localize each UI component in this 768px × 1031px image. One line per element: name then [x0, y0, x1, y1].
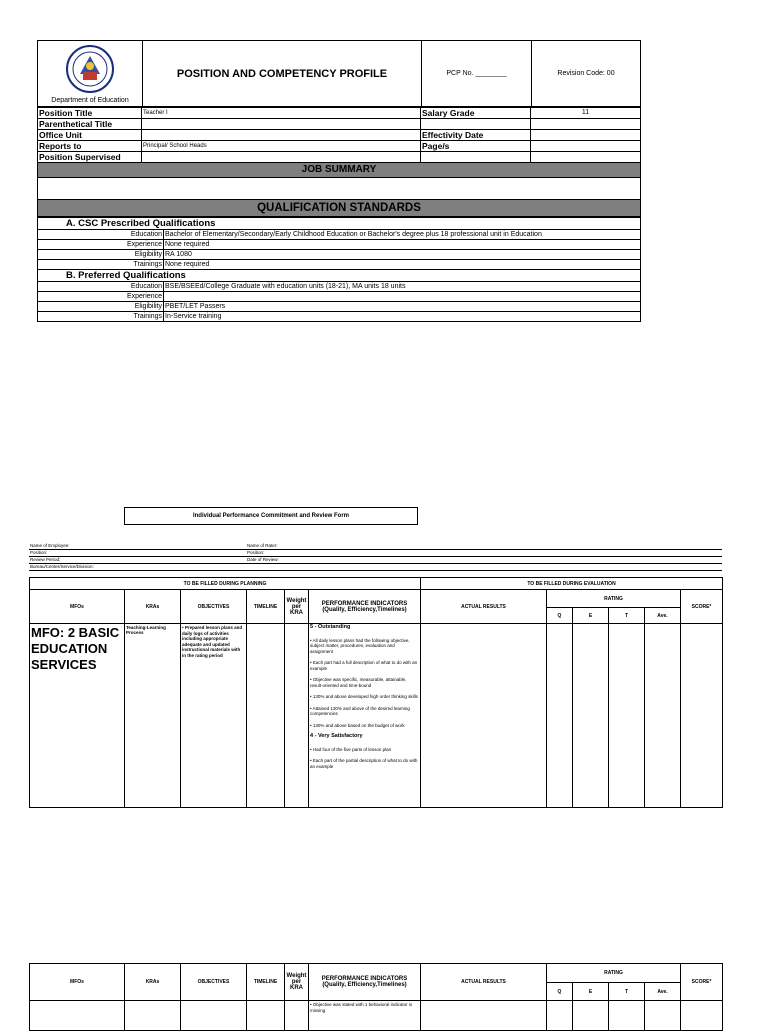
- header-e: E: [573, 608, 609, 624]
- header-actual: ACTUAL RESULTS: [421, 590, 547, 624]
- qualification-value: PBET/LET Passers: [164, 302, 641, 312]
- very-satisfactory-heading: 4 - Very Satisfactory: [310, 733, 363, 739]
- pcp-value2: 11: [531, 108, 641, 119]
- header-score: SCORE*: [681, 964, 723, 1001]
- qualification-row: [38, 302, 641, 312]
- score-cell: [681, 624, 723, 808]
- qualification-value: None required: [164, 260, 641, 270]
- department-label: Department of Education: [51, 97, 129, 104]
- t-cell: [609, 624, 645, 808]
- indicator-item: • Objective was specific, measurable, attainable, result-oriented and time-bound: [310, 677, 407, 688]
- preferred-heading: B. Preferred Qualifications: [38, 270, 641, 282]
- position-competency-profile: [37, 40, 641, 322]
- header-indicators: PERFORMANCE INDICATORS (Quality, Efficiency,Timelines): [309, 590, 421, 624]
- indicator-item: • 130% and above developed high order thinking skills: [310, 694, 418, 699]
- pcp-number: PCP No. ________: [422, 41, 532, 106]
- header-weight: Weight per KRA: [285, 964, 309, 1001]
- indicator-item: • Attained 130% and above of the desired learning competencies: [310, 705, 410, 716]
- pcp-label: Position Title: [38, 108, 142, 119]
- weight-cell: [285, 1001, 309, 1031]
- timeline-cell: [247, 1001, 285, 1031]
- pcp-info-row: [38, 130, 641, 141]
- rater-field-value[interactable]: [312, 550, 722, 557]
- pcp-value: [142, 119, 421, 130]
- header-q: Q: [547, 983, 573, 1001]
- qualification-label: Trainings: [38, 260, 164, 270]
- pcp-label2: Page/s: [421, 141, 531, 152]
- qualification-value: In-Service training: [164, 312, 641, 322]
- pcp-info-table: [37, 107, 641, 163]
- qualification-label: Eligibility: [38, 250, 164, 260]
- kra-cell: Teaching-Learning Process: [125, 624, 181, 808]
- header-t: T: [609, 983, 645, 1001]
- timeline-cell: [247, 624, 285, 808]
- header-objectives: OBJECTIVES: [181, 964, 247, 1001]
- pcp-info-row: [38, 119, 641, 130]
- rater-field-label: Position:: [246, 550, 312, 557]
- pcp-value2: [531, 119, 641, 130]
- header-timeline: TIMELINE: [247, 964, 285, 1001]
- rater-field-value[interactable]: [312, 557, 722, 564]
- q-cell: [547, 624, 573, 808]
- employee-field-row: [29, 550, 722, 557]
- mfo-cell: [30, 1001, 125, 1031]
- header-ave: Ave.: [645, 983, 681, 1001]
- header-mfos: MFOs: [30, 964, 125, 1001]
- indicator-item: • Objective was stated with 1 behavioral indicator is missing: [310, 1002, 413, 1013]
- pcp-info-row: [38, 152, 641, 163]
- weight-cell: [285, 624, 309, 808]
- pcp-header: [37, 40, 641, 107]
- pcp-label: Office Unit: [38, 130, 142, 141]
- rater-field-value[interactable]: [312, 564, 722, 571]
- ave-cell: [645, 624, 681, 808]
- employee-field-label: Name of Employee:: [29, 543, 126, 550]
- ipcrf-table: [29, 577, 723, 808]
- indicators-cell: [309, 1001, 421, 1031]
- qualification-label: Experience: [38, 240, 164, 250]
- pcp-label: Parenthetical Title: [38, 119, 142, 130]
- employee-field-value[interactable]: [126, 557, 246, 564]
- pcp-value: Principal/ School Heads: [142, 141, 421, 152]
- indicator-item: • 130% and above based on the budget of work: [310, 722, 405, 728]
- header-mfos: MFOs: [30, 590, 125, 624]
- actual-results-cell: [421, 1001, 547, 1031]
- mfo-cell: MFO: 2 BASIC EDUCATION SERVICES: [30, 624, 125, 808]
- pcp-info-row: [38, 108, 641, 119]
- qualification-row: [38, 240, 641, 250]
- outstanding-heading: 5 - Outstanding: [310, 624, 351, 630]
- revision-code: Revision Code: 00: [557, 70, 615, 77]
- header-score: SCORE*: [681, 590, 723, 624]
- header-ave: Ave.: [645, 608, 681, 624]
- header-objectives: OBJECTIVES: [181, 590, 247, 624]
- indicator-item: • Had four of the five parts of lesson plan: [310, 746, 392, 752]
- qualification-value: RA 1080: [164, 250, 641, 260]
- qualification-table: [37, 217, 641, 322]
- header-rating: RATING: [547, 590, 681, 608]
- header-weight: Weight per KRA: [285, 590, 309, 624]
- e-cell: [573, 1001, 609, 1031]
- kra-cell: [125, 1001, 181, 1031]
- rater-field-label: Date of Review:: [246, 557, 312, 564]
- qualification-label: Experience: [38, 292, 164, 302]
- pcp-value: [142, 130, 421, 141]
- qualification-row: [38, 230, 641, 240]
- job-summary-body: [37, 178, 641, 200]
- employee-field-value[interactable]: [126, 550, 246, 557]
- qualification-standards-header: QUALIFICATION STANDARDS: [37, 200, 641, 217]
- pcp-label2: Effectivity Date: [421, 130, 531, 141]
- pcp-label: Position Supervised: [38, 152, 142, 163]
- qualification-label: Eligibility: [38, 302, 164, 312]
- employee-field-label: Bureau/Center/Service/Division:: [29, 564, 126, 571]
- header-kras: KRAs: [125, 964, 181, 1001]
- objective-cell: [181, 1001, 247, 1031]
- deped-logo-cell: [38, 41, 143, 106]
- job-summary-header: JOB SUMMARY: [37, 163, 641, 178]
- employee-field-row: [29, 564, 722, 571]
- qualification-row: [38, 292, 641, 302]
- header-rating: RATING: [547, 964, 681, 983]
- indicators-cell: [309, 624, 421, 808]
- csc-heading: A. CSC Prescribed Qualifications: [38, 218, 641, 230]
- objective-cell: • Prepared lesson plans and daily logs of activities including appropriate adequate and updated instructional materials with in the rating period: [181, 624, 247, 808]
- pcp-label2: Salary Grade: [421, 108, 531, 119]
- qualification-row: [38, 282, 641, 292]
- qualification-label: Trainings: [38, 312, 164, 322]
- header-q: Q: [547, 608, 573, 624]
- qualification-value: BSE/BSEEd/College Graduate with education units (18-21), MA units 18 units: [164, 282, 641, 292]
- indicator-item: • Each part had a full description of what to do with an example: [310, 660, 418, 671]
- indicator-item: • Each part of the partial description of what to do with an example: [310, 758, 418, 769]
- pcp-info-row: [38, 141, 641, 152]
- score-cell: [681, 1001, 723, 1031]
- employee-field-label: Position:: [29, 550, 126, 557]
- qualification-row: [38, 312, 641, 322]
- t-cell: [609, 1001, 645, 1031]
- employee-field-value[interactable]: [126, 564, 246, 571]
- ipcrf-table-page2: [29, 963, 723, 1031]
- e-cell: [573, 624, 609, 808]
- qualification-row: [38, 250, 641, 260]
- employee-field-row: [29, 557, 722, 564]
- pcp-value2: [531, 130, 641, 141]
- header-e: E: [573, 983, 609, 1001]
- deped-seal-icon: [65, 44, 115, 94]
- q-cell: [547, 1001, 573, 1031]
- header-indicators: PERFORMANCE INDICATORS (Quality, Efficiency,Timelines): [309, 964, 421, 1001]
- qualification-label: Education: [38, 282, 164, 292]
- pcp-value: Teacher I: [142, 108, 421, 119]
- qualification-value: [164, 292, 641, 302]
- header-actual: ACTUAL RESULTS: [421, 964, 547, 1001]
- planning-label: TO BE FILLED DURING PLANNING: [30, 578, 421, 590]
- header-timeline: TIMELINE: [247, 590, 285, 624]
- evaluation-label: TO BE FILLED DURING EVALUATION: [421, 578, 723, 590]
- indicator-item: • All daily lesson plans had the following objective, subject matter, procedures, evaluation and assignment: [310, 637, 410, 654]
- qualification-label: Education: [38, 230, 164, 240]
- qualification-value: None required: [164, 240, 641, 250]
- pcp-value2: [531, 152, 641, 163]
- page-title: POSITION AND COMPETENCY PROFILE: [143, 41, 422, 106]
- pcp-label2: [421, 119, 531, 130]
- rater-field-label: [246, 564, 312, 571]
- employee-field-label: Review Period:: [29, 557, 126, 564]
- ipcrf-title: Individual Performance Commitment and Review Form: [124, 507, 418, 525]
- header-t: T: [609, 608, 645, 624]
- qualification-value: Bachelor of Elementary/Secondary/Early Childhood Education or Bachelor's degree plus 18 professional unit in Education: [164, 230, 641, 240]
- qualification-row: [38, 260, 641, 270]
- employee-info: [29, 543, 722, 571]
- pcp-value2: [531, 141, 641, 152]
- header-kras: KRAs: [125, 590, 181, 624]
- pcp-label2: [421, 152, 531, 163]
- pcp-value: [142, 152, 421, 163]
- actual-results-cell: [421, 624, 547, 808]
- rater-field-label: Name of Rater:: [246, 543, 312, 550]
- ave-cell: [645, 1001, 681, 1031]
- pcp-label: Reports to: [38, 141, 142, 152]
